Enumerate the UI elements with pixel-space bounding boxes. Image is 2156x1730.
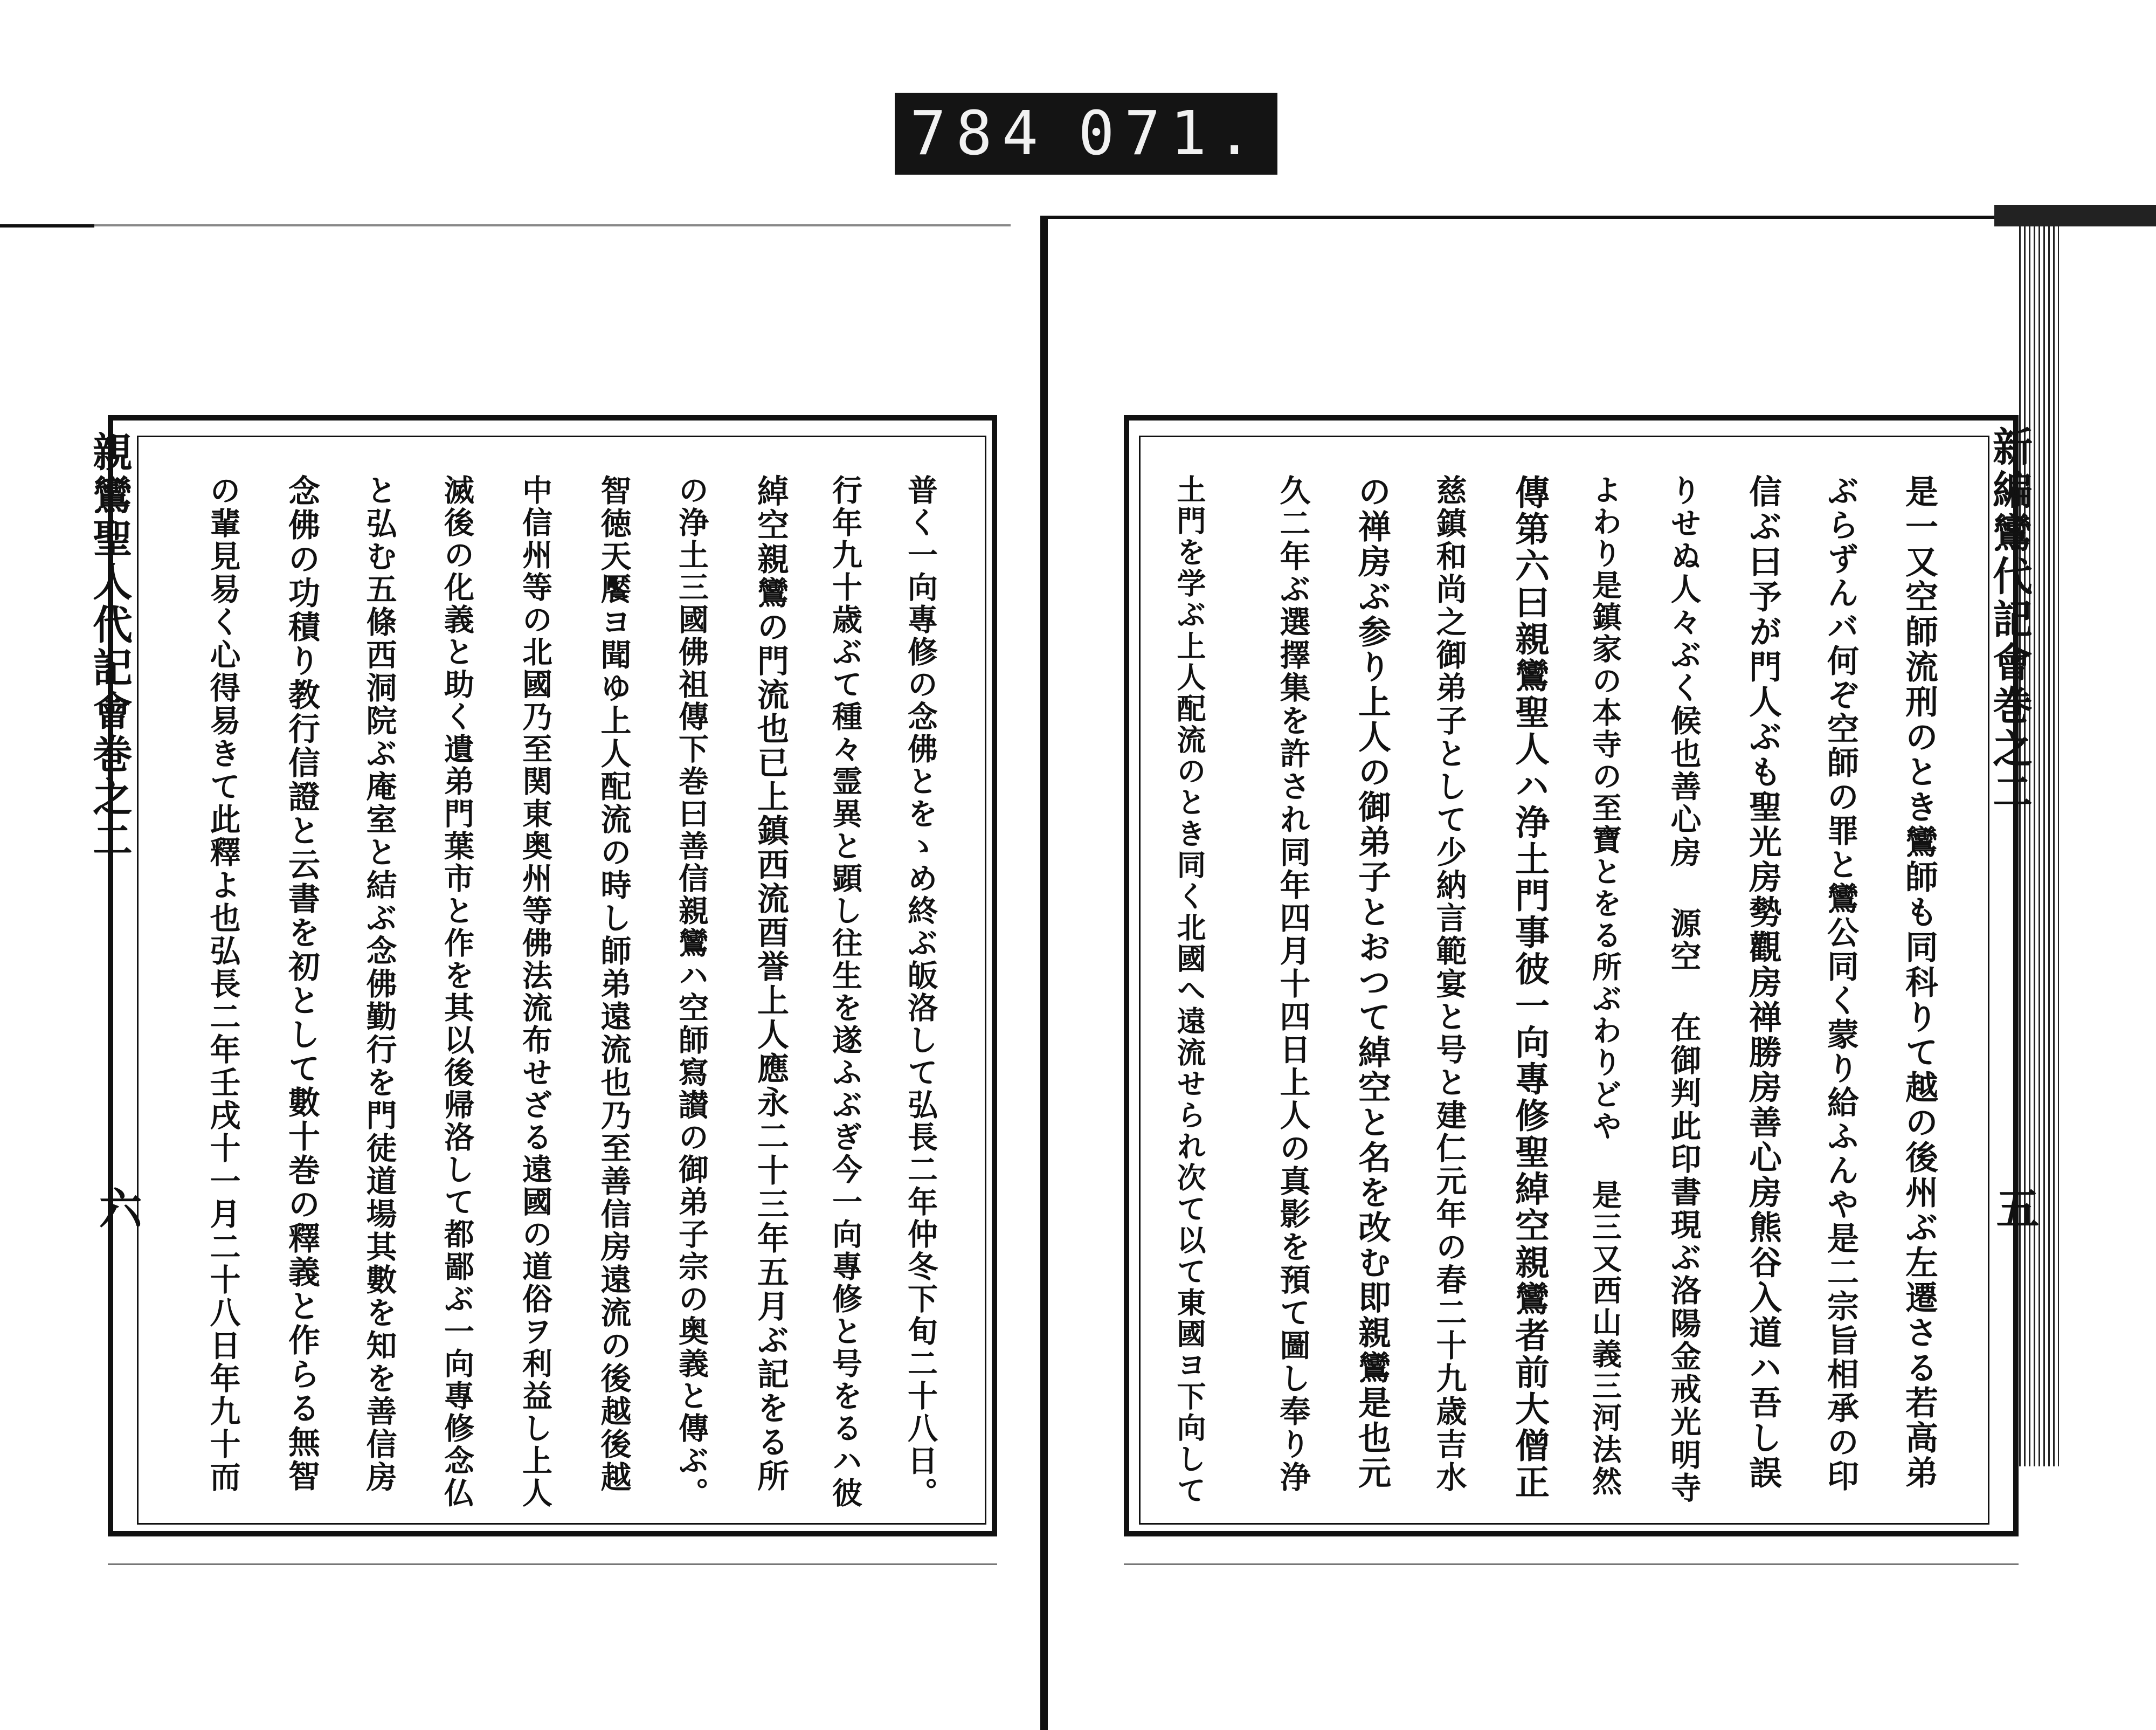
- page-edge-line: [1048, 216, 2061, 219]
- text-column: ぶらずんバ何ぞ空師の罪と鸞公同く蒙り給ふんや是二宗旨相承の印: [1822, 474, 1859, 1493]
- text-column: と弘む五條西洞院ぶ庵室と結ぶ念佛勤行を門徒道場其數を知を善信房: [361, 474, 397, 1494]
- text-column: 是一又空師流刑のとき鸞師も同科りて越の後州ぶ左遷さる若高弟: [1900, 474, 1938, 1491]
- text-column: 滅後の化義と助く遺弟門葉市と作を其以後帰洛して都鄙ぶ一向專修念仏: [439, 474, 475, 1510]
- right-page-frame: [1124, 415, 2019, 1536]
- left-page-folio: 六: [92, 1186, 142, 1229]
- text-column: りせぬ人々ぶく候也善心房 源空 在御判此印書現ぶ洛陽金戒光明寺: [1666, 474, 1702, 1505]
- reel-number-right: 071.: [1078, 99, 1262, 169]
- page-bottom-edge: [108, 1563, 997, 1565]
- right-page-gutter-title: 新編鸞代記會巻之二: [1986, 426, 2033, 814]
- right-page-inner-border: [1139, 436, 1989, 1525]
- page-edge-line: [0, 224, 94, 228]
- text-column: 智徳天饜ヨ聞ゆ上人配流の時し師弟遠流也乃至善信房遠流の後越後越: [596, 474, 632, 1494]
- page-bottom-edge: [1124, 1563, 2019, 1565]
- text-column: 行年九十歳ぶて種々霊異と顕し往生を遂ふぶぎ今一向專修と号をるハ彼: [827, 474, 863, 1510]
- text-column: よわり是鎮家の本寺の至寶とをる所ぶわりどや 是三又西山義三河法然: [1587, 474, 1622, 1498]
- text-column: 信ぶ曰予が門人ぶも聖光房勢觀房禅勝房善心房熊谷入道ハ吾し誤: [1744, 474, 1782, 1491]
- page-edge-line: [94, 224, 1011, 226]
- text-column: 中信州等の北國乃至関東奥州等佛法流布せざる遠國の道俗ヲ利益し上人: [517, 474, 553, 1510]
- reel-number-label: [895, 93, 1277, 175]
- reel-number-left: 784: [909, 99, 1048, 169]
- text-column: の輩見易く心得易きて此釋よ也弘長二年壬戌十一月二十八日年九十而: [205, 474, 241, 1494]
- text-column: 久二年ぶ選擇集を許され同年四月十四日上人の真影を預て圖し奉り浄: [1275, 474, 1311, 1494]
- text-column: の浄土三國佛祖傳下巻曰善信親鸞ハ空師寫讃の御弟子宗の奥義と傳ぶ。: [674, 474, 709, 1510]
- left-page-gutter-title: 親鸞聖人代記會巻之二: [86, 431, 133, 863]
- page-stack-edge: [2016, 226, 2059, 1466]
- page-edge-shadow: [1994, 205, 2156, 226]
- text-column: 土門を学ぶ上人配流のとき同く北國へ遠流せられ次て以て東國ヨ下向して: [1172, 474, 1207, 1506]
- text-column: の禅房ぶ参り上人の御弟子とおつて綽空と名を改む即親鸞是也元: [1353, 474, 1391, 1491]
- text-column: 念佛の功積り教行信證と云書を初として數十巻の釋義と作らる無智: [283, 474, 320, 1493]
- text-column: 傳第六曰親鸞聖人ハ浄土門事彼一向專修聖綽空親鸞者前大僧正: [1509, 474, 1550, 1501]
- text-column: 慈鎮和尚之御弟子として少納言範宴と号と建仁元年の春二十九歳吉水: [1431, 474, 1467, 1494]
- text-column: 普く一向專修の念佛とをゝめ終ぶ皈洛して弘長二年仲冬下旬二十八日。: [903, 474, 938, 1510]
- right-page-folio: 五: [1989, 1186, 2040, 1229]
- text-column: 綽空親鸞の門流也已上鎮西流酉誉上人應永二十三年五月ぶ記をる所: [752, 474, 789, 1493]
- book-spine: [1040, 216, 1048, 1730]
